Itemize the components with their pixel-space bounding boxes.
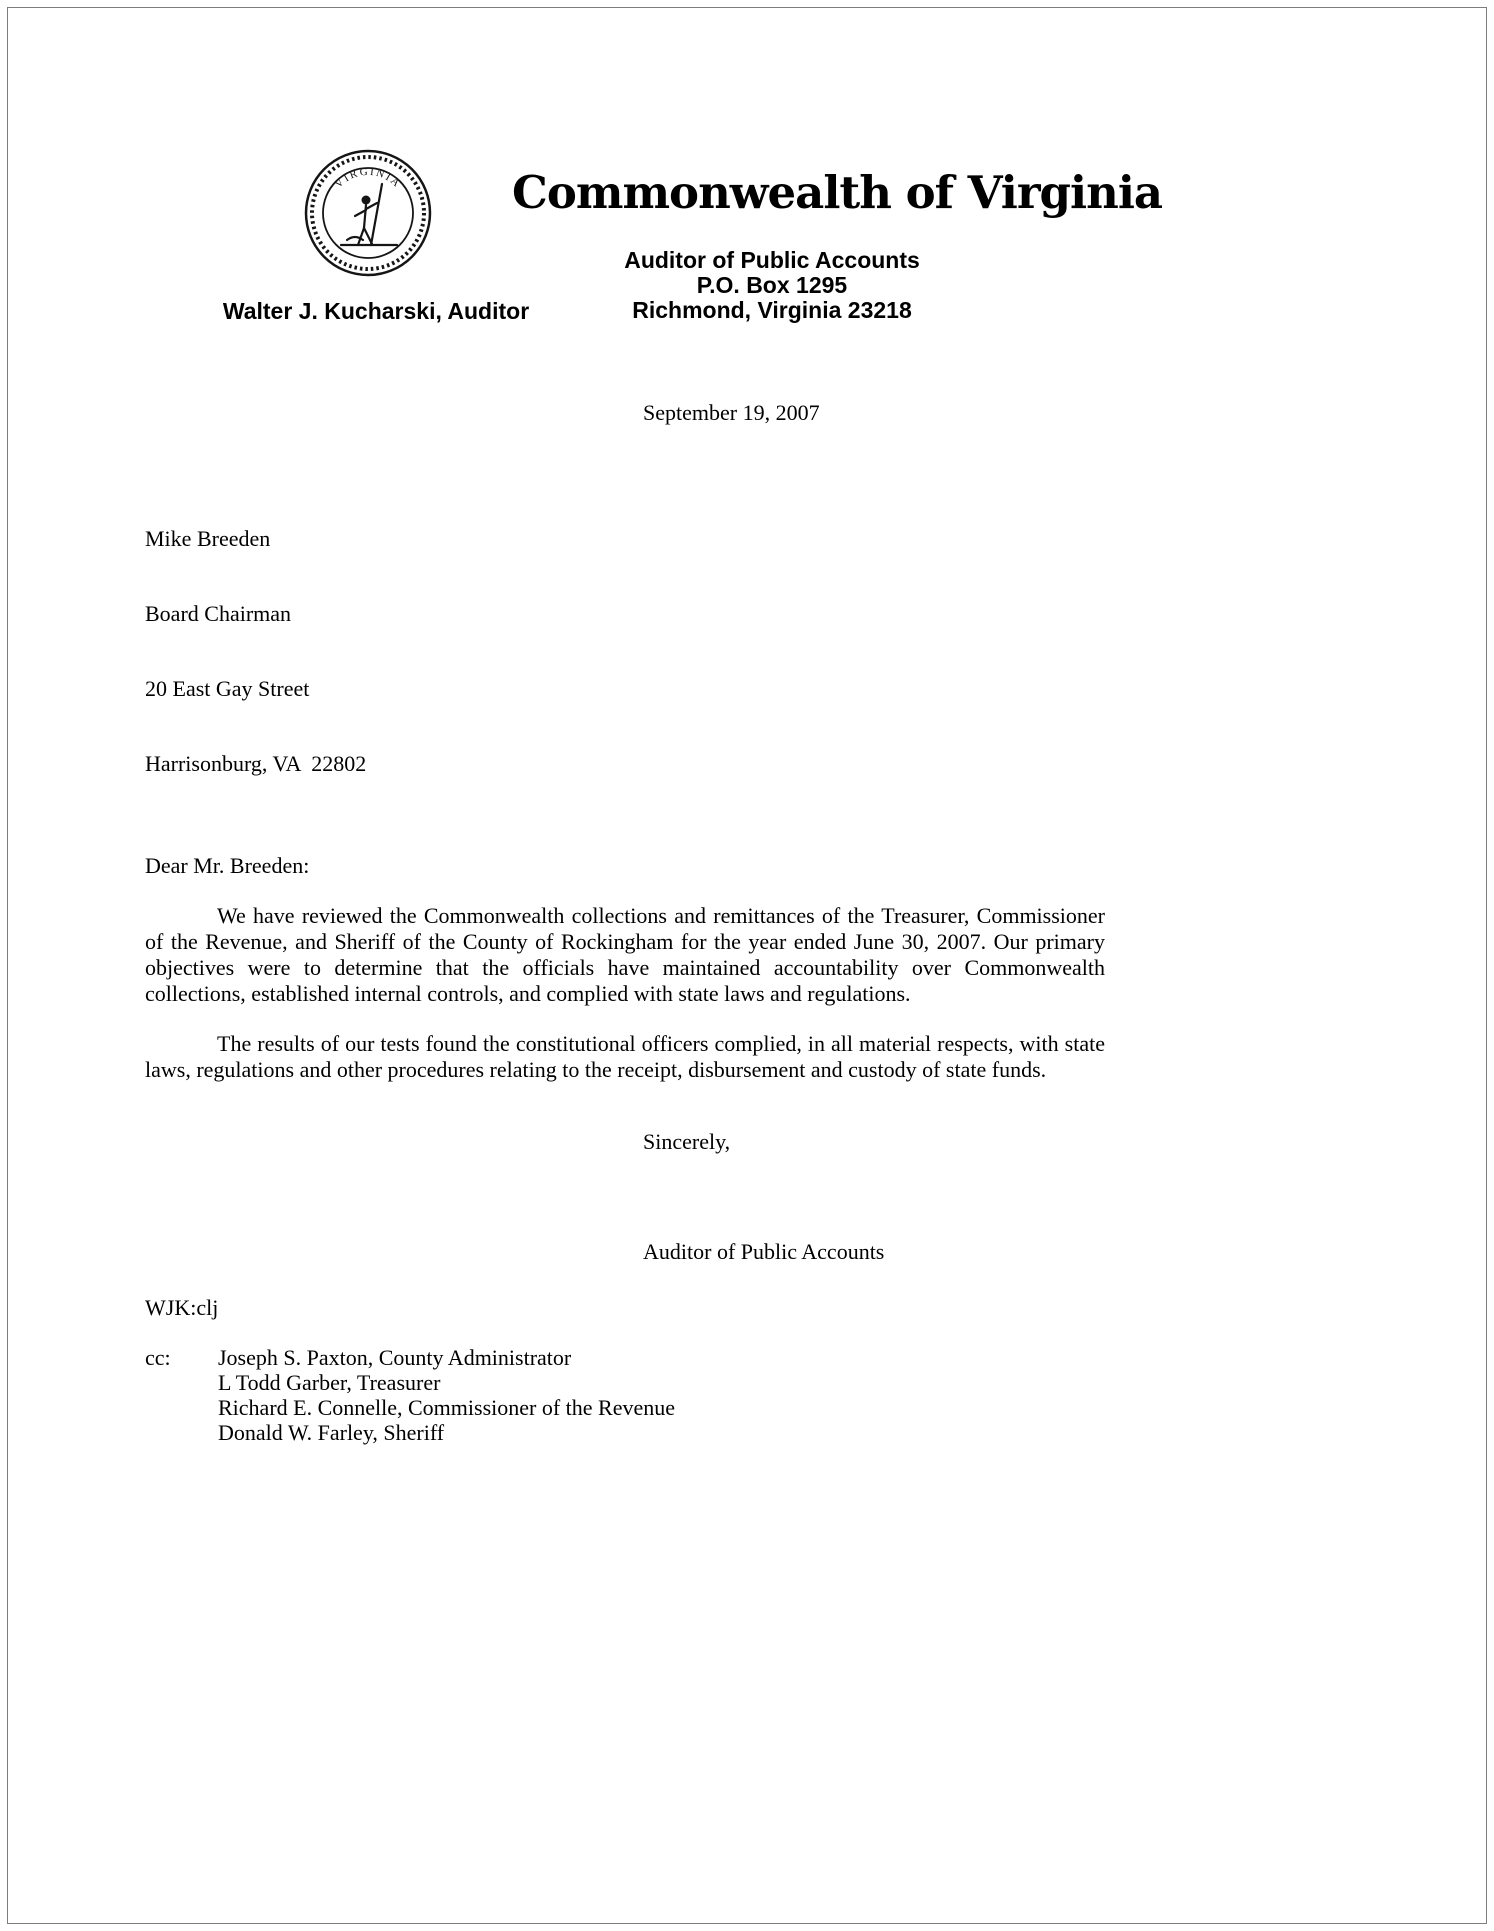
office-address-line: P.O. Box 1295 xyxy=(696,272,848,298)
recipient-line: 20 East Gay Street xyxy=(145,676,310,701)
reference-initials: WJK:clj xyxy=(145,1295,219,1320)
org-name: Commonwealth of Virginia xyxy=(512,166,1163,219)
cc-label: cc: xyxy=(145,1345,171,1370)
closing: Sincerely, xyxy=(643,1129,731,1154)
recipient-line: Board Chairman xyxy=(145,601,292,626)
cc-block xyxy=(145,1345,1105,1445)
letter-body xyxy=(145,0,1163,1445)
cc-item: L Todd Garber, Treasurer xyxy=(218,1370,441,1395)
office-address-line: Richmond, Virginia 23218 xyxy=(632,297,912,323)
body-paragraph: The results of our tests found the constitutional officers complied, in all material respects, with state laws, regulations and other procedures relating to the receipt, disbursement and custody of state funds. xyxy=(145,1031,1105,1082)
signature-title: Auditor of Public Accounts xyxy=(643,1239,885,1264)
body-paragraph: We have reviewed the Commonwealth collections and remittances of the Treasurer, Commissioner of the Revenue, and Sheriff of the County of Rockingham for the year ended June 30, 2007. Our primary objectives were to determine that the officials have maintained accountability over Commonwealth collections, established internal controls, and complied with state laws and regulations. xyxy=(145,903,1105,1006)
office-address-line: Auditor of Public Accounts xyxy=(624,247,920,273)
auditor-name: Walter J. Kucharski, Auditor xyxy=(222,298,530,324)
salutation: Dear Mr. Breeden: xyxy=(145,853,310,878)
letter-date: September 19, 2007 xyxy=(643,400,820,425)
recipient-line: Harrisonburg, VA 22802 xyxy=(145,751,367,776)
cc-item: Richard E. Connelle, Commissioner of the Revenue xyxy=(218,1395,676,1420)
cc-list xyxy=(218,1345,1105,1445)
cc-item: Joseph S. Paxton, County Administrator xyxy=(218,1345,572,1370)
recipient-block xyxy=(145,476,1105,826)
seal-text: VIRGINIA xyxy=(332,165,404,191)
recipient-line: Mike Breeden xyxy=(145,526,271,551)
cc-item: Donald W. Farley, Sheriff xyxy=(218,1420,445,1445)
